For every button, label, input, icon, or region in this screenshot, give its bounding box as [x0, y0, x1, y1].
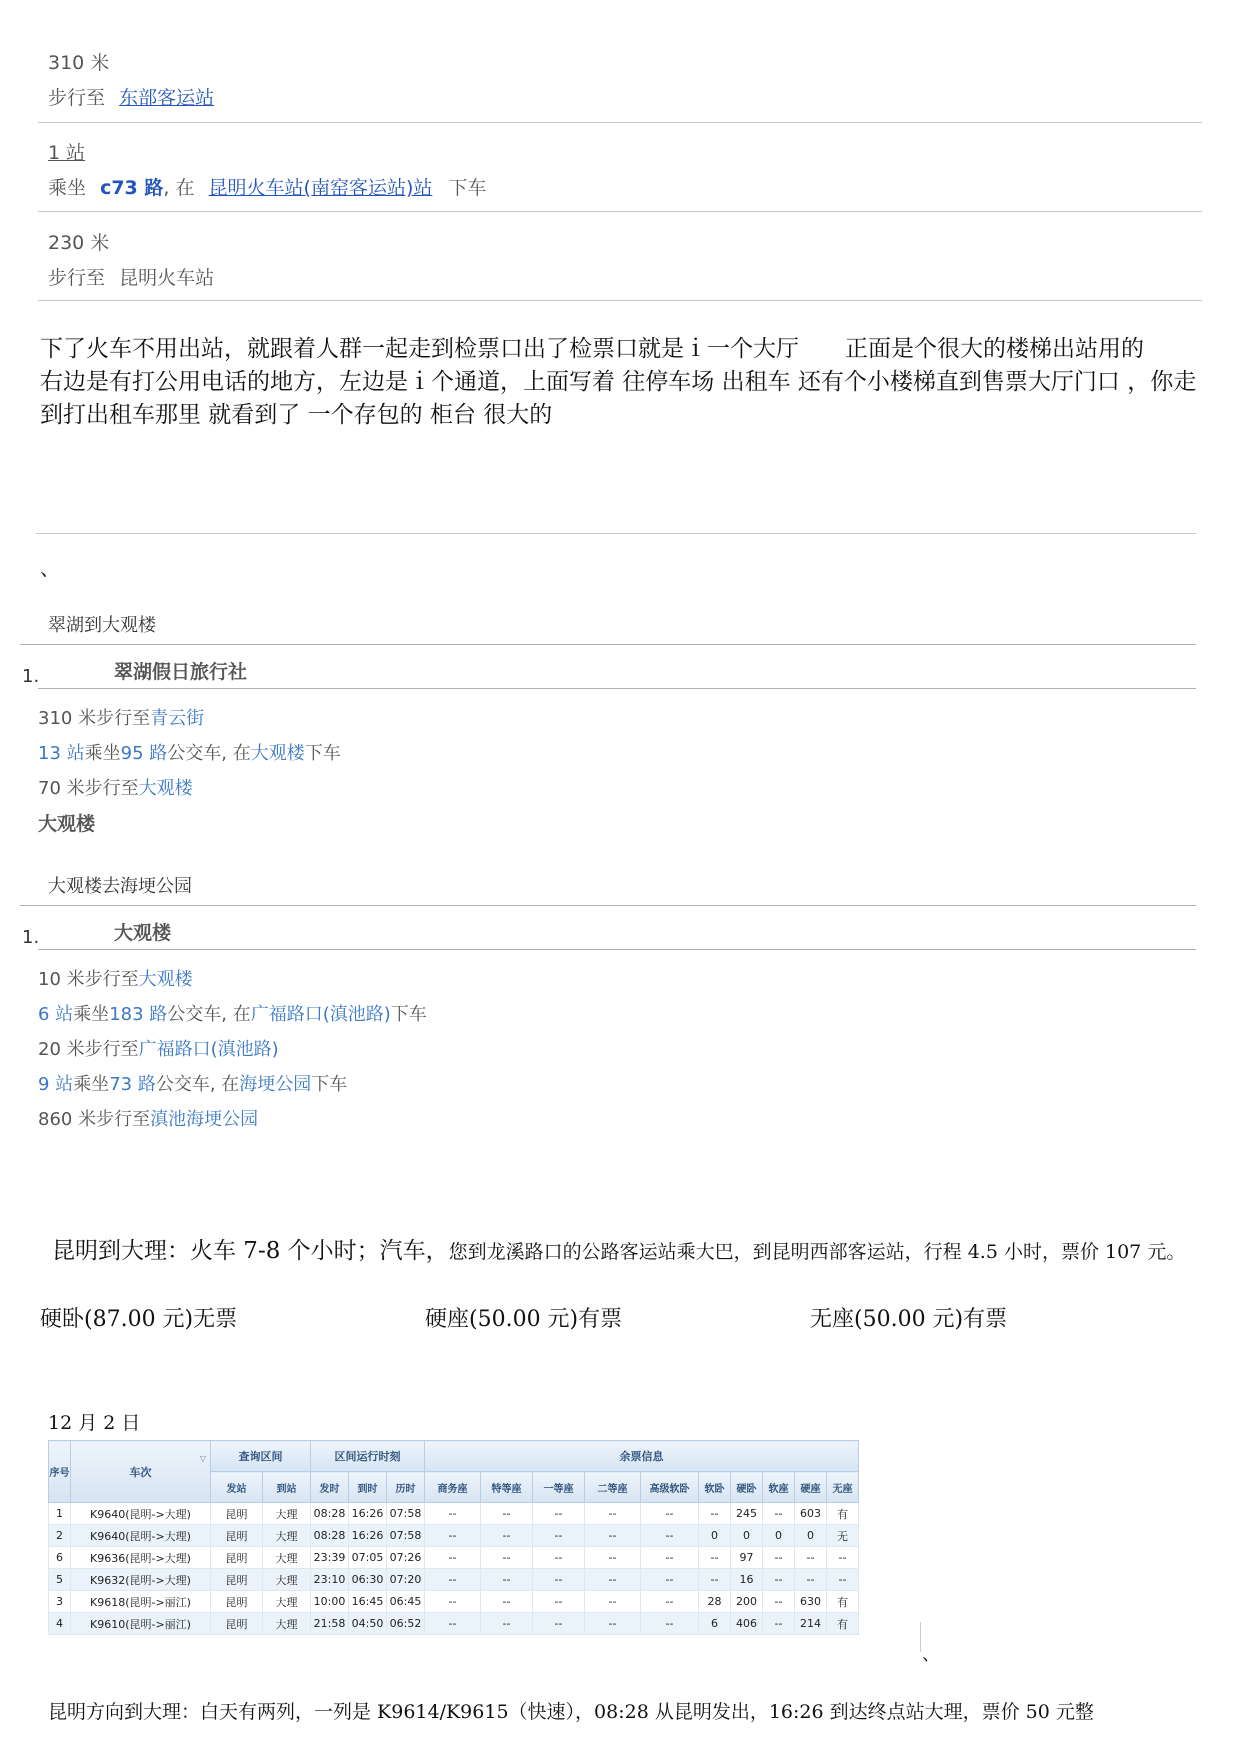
table-cell: 214: [795, 1613, 827, 1635]
train-number-cell[interactable]: K9618(昆明->丽江): [71, 1591, 211, 1613]
schedule-table: [48, 1440, 859, 1635]
table-cell: --: [585, 1503, 641, 1525]
section2-step2: [38, 1003, 427, 1027]
walk1-distance: 310 米: [48, 52, 110, 74]
table-cell: 大理: [263, 1613, 311, 1635]
walk2-line: [48, 265, 214, 291]
walk2-place: 昆明火车站: [119, 267, 215, 289]
table-cell: --: [641, 1503, 699, 1525]
table-cell: 97: [731, 1547, 763, 1569]
table-cell: 630: [795, 1591, 827, 1613]
table-cell: 无: [827, 1525, 859, 1547]
table-row[interactable]: [49, 1569, 859, 1591]
sort-icon[interactable]: ▽: [199, 1453, 206, 1463]
ride1-p1: 乘坐: [48, 177, 87, 199]
step-place-link[interactable]: 广福路口(滇池路): [250, 1004, 391, 1025]
subheader-cell: 到站: [263, 1472, 311, 1503]
table-cell: --: [763, 1613, 795, 1635]
table-cell: --: [481, 1613, 533, 1635]
table-cell: 07:58: [387, 1525, 425, 1547]
fare-no-seat: 无座(50.00 元)有票: [810, 1307, 1008, 1332]
table-cell: 6: [699, 1613, 731, 1635]
table-cell: 0: [731, 1525, 763, 1547]
table-cell: --: [795, 1569, 827, 1591]
section1-list-num: 1.: [22, 666, 40, 687]
section1-step1: [38, 707, 204, 731]
table-cell: 603: [795, 1503, 827, 1525]
divider: [20, 644, 1196, 645]
section1-destination[interactable]: 大观楼: [38, 813, 96, 835]
train-number-cell[interactable]: K9640(昆明->大理): [71, 1503, 211, 1525]
table-cell: 昆明: [211, 1525, 263, 1547]
table-cell: 1: [49, 1503, 71, 1525]
step-text: 860 米步行至: [38, 1109, 151, 1130]
subheader-cell: 一等座: [533, 1472, 585, 1503]
table-cell: 5: [49, 1569, 71, 1591]
step-stops-link[interactable]: 9 站: [38, 1074, 74, 1095]
step-text: 公交车, 在: [167, 743, 251, 764]
ride1-p3: 下车: [448, 177, 487, 199]
table-cell: 大理: [263, 1503, 311, 1525]
table-cell: 07:58: [387, 1503, 425, 1525]
table-cell: 4: [49, 1613, 71, 1635]
table-cell: 大理: [263, 1547, 311, 1569]
step-text: 乘坐: [73, 1074, 110, 1095]
section2-step5: [38, 1108, 258, 1132]
step-place-link[interactable]: 大观楼: [250, 743, 305, 764]
subheader-cell: 硬座: [795, 1472, 827, 1503]
divider: [38, 211, 1202, 212]
table-cell: --: [533, 1547, 585, 1569]
table-cell: 昆明: [211, 1547, 263, 1569]
train-number-cell[interactable]: K9640(昆明->大理): [71, 1525, 211, 1547]
divider: [38, 122, 1202, 123]
mark: 、: [40, 556, 60, 580]
train-number-cell[interactable]: K9632(昆明->大理): [71, 1569, 211, 1591]
section2-list-num: 1.: [22, 927, 40, 948]
subheader-cell: 软座: [763, 1472, 795, 1503]
step-route-link[interactable]: 73 路: [109, 1074, 156, 1095]
subheader-cell: 商务座: [425, 1472, 481, 1503]
header-train-label: 车次: [129, 1465, 152, 1479]
step-text: 20 米步行至: [38, 1039, 139, 1060]
mark: 、: [922, 1644, 940, 1665]
table-cell: 大理: [263, 1591, 311, 1613]
divider: [38, 300, 1202, 301]
table-cell: 16:26: [349, 1525, 387, 1547]
table-cell: 200: [731, 1591, 763, 1613]
table-cell: 08:28: [311, 1503, 349, 1525]
table-cell: 大理: [263, 1525, 311, 1547]
section2-step4: [38, 1073, 347, 1097]
step-text: 下车: [304, 743, 341, 764]
step-place-link[interactable]: 海埂公园: [239, 1074, 312, 1095]
step-text: 下车: [390, 1004, 427, 1025]
ride1-route[interactable]: c73 路: [100, 177, 164, 199]
table-cell: 21:58: [311, 1613, 349, 1635]
walk2-prefix: 步行至: [48, 267, 106, 289]
table-cell: --: [425, 1613, 481, 1635]
table-cell: 06:45: [387, 1591, 425, 1613]
table-cell: 23:39: [311, 1547, 349, 1569]
step-stops-link[interactable]: 6 站: [38, 1004, 74, 1025]
section1-step2: [38, 742, 341, 766]
table-cell: 23:10: [311, 1569, 349, 1591]
step-place-link[interactable]: 广福路口(滇池路): [138, 1039, 279, 1060]
table-cell: --: [533, 1525, 585, 1547]
subheader-cell: 历时: [387, 1472, 425, 1503]
table-cell: --: [763, 1547, 795, 1569]
table-cell: --: [827, 1569, 859, 1591]
step-text: 70 米步行至: [38, 778, 139, 799]
subheader-cell: 发时: [311, 1472, 349, 1503]
para2-rest: 您到龙溪路口的公路客运站乘大巴，到昆明西部客运站，行程 4.5 小时，票价 107 元。: [448, 1241, 1186, 1263]
step-text: 下车: [311, 1074, 348, 1095]
table-cell: --: [533, 1613, 585, 1635]
table-cell: --: [641, 1547, 699, 1569]
paragraph-kunming-dali: [40, 1236, 1205, 1268]
table-cell: --: [763, 1569, 795, 1591]
table-cell: 06:30: [349, 1569, 387, 1591]
step-place-link[interactable]: 大观楼: [138, 969, 193, 990]
table-cell: --: [699, 1547, 731, 1569]
section1-step3: [38, 777, 193, 801]
section1-heading: 翠湖到大观楼: [48, 615, 156, 636]
section2-step1: [38, 968, 193, 992]
table-cell: 0: [795, 1525, 827, 1547]
step-text: 乘坐: [73, 1004, 110, 1025]
divider: [36, 533, 1196, 534]
step-text: 乘坐: [84, 743, 121, 764]
section2-step3: [38, 1038, 279, 1062]
walk1-place-link[interactable]: 东部客运站: [119, 87, 215, 109]
table-cell: --: [425, 1503, 481, 1525]
ride1-station-link[interactable]: 昆明火车站(南窑客运站)站: [208, 177, 433, 199]
step-text: 公交车, 在: [167, 1004, 251, 1025]
table-cell: 有: [827, 1591, 859, 1613]
table-cell: --: [585, 1591, 641, 1613]
subheader-cell: 高级软卧: [641, 1472, 699, 1503]
table-cell: 06:52: [387, 1613, 425, 1635]
table-cell: --: [425, 1525, 481, 1547]
table-cell: --: [425, 1547, 481, 1569]
step-place-link[interactable]: 大观楼: [138, 778, 193, 799]
table-cell: --: [585, 1613, 641, 1635]
table-cell: --: [425, 1569, 481, 1591]
table-cell: 10:00: [311, 1591, 349, 1613]
table-cell: --: [585, 1569, 641, 1591]
subheader-cell: 到时: [349, 1472, 387, 1503]
train-number-cell[interactable]: K9636(昆明->大理): [71, 1547, 211, 1569]
table-cell: --: [481, 1547, 533, 1569]
table-cell: 0: [763, 1525, 795, 1547]
table-cell: 16: [731, 1569, 763, 1591]
table-row[interactable]: [49, 1547, 859, 1569]
train-schedule: [48, 1440, 859, 1635]
subheader-cell: 特等座: [481, 1472, 533, 1503]
table-cell: --: [533, 1503, 585, 1525]
table-cell: 28: [699, 1591, 731, 1613]
header-ticket-info: 余票信息: [425, 1441, 859, 1472]
step-place-link[interactable]: 青云街: [150, 708, 205, 729]
divider: [38, 688, 1196, 689]
table-cell: 昆明: [211, 1613, 263, 1635]
table-cell: --: [585, 1547, 641, 1569]
table-cell: 昆明: [211, 1591, 263, 1613]
subheader-cell: 无座: [827, 1472, 859, 1503]
section2-heading: 大观楼去海埂公园: [48, 876, 192, 897]
table-row[interactable]: [49, 1613, 859, 1635]
header-query-range: 查询区间: [211, 1441, 311, 1472]
table-cell: 08:28: [311, 1525, 349, 1547]
walk1-line: [48, 85, 214, 111]
subheader-cell: 硬卧: [731, 1472, 763, 1503]
table-cell: --: [481, 1503, 533, 1525]
table-cell: 6: [49, 1547, 71, 1569]
table-cell: --: [641, 1591, 699, 1613]
table-cell: 3: [49, 1591, 71, 1613]
table-cell: 07:05: [349, 1547, 387, 1569]
table-cell: 昆明: [211, 1503, 263, 1525]
step-stops-link[interactable]: 13 站: [38, 743, 85, 764]
table-cell: 0: [699, 1525, 731, 1547]
table-cell: 406: [731, 1613, 763, 1635]
step-route-link[interactable]: 183 路: [109, 1004, 168, 1025]
walk2-distance: 230 米: [48, 232, 110, 254]
header-run-times: 区间运行时刻: [311, 1441, 425, 1472]
table-cell: 大理: [263, 1569, 311, 1591]
para2-lead: 昆明到大理：火车 7-8 个小时；汽车，: [52, 1238, 449, 1264]
fare-hard-seat: 硬座(50.00 元)有票: [425, 1307, 623, 1332]
paragraph-kunming-dali-trains: 昆明方向到大理：白天有两列，一列是 K9614/K9615（快速），08:28 从昆明发出，16:26 到达终点站大理，票价 50 元整: [48, 1701, 1094, 1723]
table-cell: --: [699, 1569, 731, 1591]
ride1-line: [48, 175, 486, 201]
section2-place[interactable]: 大观楼: [114, 922, 172, 944]
table-cell: 2: [49, 1525, 71, 1547]
table-row[interactable]: [49, 1503, 859, 1525]
paragraph-station-directions: 下了火车不用出站，就跟着人群一起走到检票口出了检票口就是ｉ一个大厅 正面是个很大的楼梯出站用的 右边是有打公用电话的地方，左边是ｉ个通道，上面写着 往停车场 出租车 还有个小楼梯直到售票大厅门口 ，你走到打出租车那里 就看到了 一个存包的 柜台 很大的: [40, 336, 1197, 428]
step-text: 公交车, 在: [155, 1074, 240, 1095]
table-cell: 有: [827, 1503, 859, 1525]
table-row[interactable]: [49, 1525, 859, 1547]
divider: [38, 949, 1196, 950]
table-cell: 04:50: [349, 1613, 387, 1635]
train-number-cell[interactable]: K9610(昆明->丽江): [71, 1613, 211, 1635]
table-cell: --: [481, 1525, 533, 1547]
section1-place[interactable]: 翠湖假日旅行社: [114, 661, 248, 683]
table-cell: --: [481, 1569, 533, 1591]
table-cell: --: [533, 1591, 585, 1613]
table-cell: 245: [731, 1503, 763, 1525]
table-cell: 07:20: [387, 1569, 425, 1591]
table-row[interactable]: [49, 1591, 859, 1613]
ride1-stops-link[interactable]: 1 站: [48, 142, 86, 164]
table-cell: --: [827, 1547, 859, 1569]
step-route-link[interactable]: 95 路: [120, 743, 168, 764]
step-text: 10 米步行至: [38, 969, 139, 990]
divider: [20, 905, 1196, 906]
subheader-cell: 发站: [211, 1472, 263, 1503]
table-cell: 16:45: [349, 1591, 387, 1613]
table-cell: --: [641, 1613, 699, 1635]
table-cell: --: [699, 1503, 731, 1525]
table-cell: 有: [827, 1613, 859, 1635]
table-cell: --: [641, 1525, 699, 1547]
table-cell: --: [763, 1591, 795, 1613]
walk1-prefix: 步行至: [48, 87, 106, 109]
table-cell: --: [425, 1591, 481, 1613]
subheader-cell: 二等座: [585, 1472, 641, 1503]
table-cell: --: [533, 1569, 585, 1591]
table-cell: 昆明: [211, 1569, 263, 1591]
header-train[interactable]: [71, 1441, 211, 1503]
table-cell: 16:26: [349, 1503, 387, 1525]
table-cell: --: [481, 1591, 533, 1613]
table-cell: --: [795, 1547, 827, 1569]
table-cell: --: [641, 1569, 699, 1591]
subheader-cell: 软卧: [699, 1472, 731, 1503]
fare-hard-sleeper: 硬卧(87.00 元)无票: [40, 1307, 238, 1332]
table-cell: 07:26: [387, 1547, 425, 1569]
step-text: 310 米步行至: [38, 708, 151, 729]
table-cell: --: [763, 1503, 795, 1525]
date-label: 12 月 2 日: [48, 1412, 141, 1434]
header-seq: 序号: [49, 1441, 71, 1503]
table-cell: --: [585, 1525, 641, 1547]
divider: [920, 1622, 921, 1652]
ride1-p2: , 在: [163, 177, 195, 199]
step-place-link[interactable]: 滇池海埂公园: [150, 1109, 259, 1130]
